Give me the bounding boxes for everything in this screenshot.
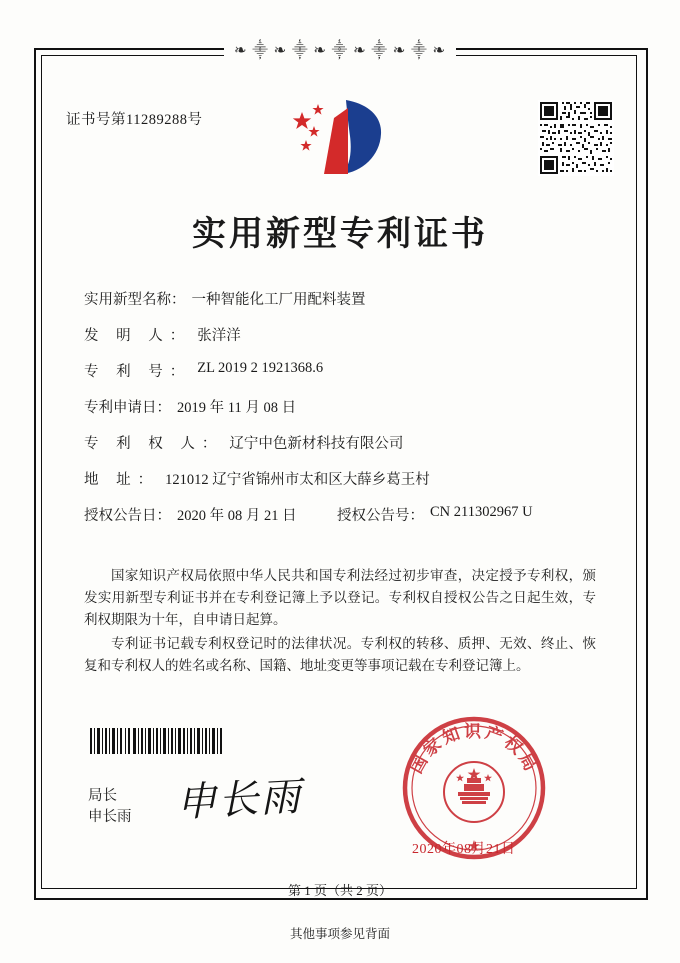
- cnipa-logo: [288, 96, 392, 182]
- field-value-address: 121012 辽宁省锦州市太和区大薛乡葛王村: [165, 472, 430, 488]
- field-row-address: [84, 468, 604, 504]
- legal-paragraph-2: 专利证书记载专利权登记时的法律状况。专利权的转移、质押、无效、终止、恢复和专利权人的姓名或名称、国籍、地址变更等事项记载在专利登记簿上。: [84, 636, 596, 673]
- svg-text:国家知识产权局: 国家知识产权局: [406, 722, 542, 778]
- certificate-number: 证书号第11289288号: [66, 112, 203, 128]
- field-label-patent-number: 专 利 号：: [84, 364, 192, 380]
- seal-date: 2020年08月21日: [412, 842, 516, 857]
- legal-paragraph-1: 国家知识产权局依照中华人民共和国专利法经过初步审查，决定授予专利权，颁发实用新型专利证书并在专利登记簿上予以登记。专利权自授权公告之日起生效，专利权期限为十年，自申请日起算。: [84, 568, 596, 627]
- legal-body-text: [84, 565, 596, 679]
- field-value-application-date: 2019 年 11 月 08 日: [177, 400, 297, 416]
- field-value-patentee: 辽宁中色新材科技有限公司: [229, 436, 404, 452]
- field-label-name: 实用新型名称：: [84, 292, 186, 308]
- field-row-inventor: [84, 324, 604, 360]
- field-label-grant-number: 授权公告号：: [337, 508, 424, 524]
- field-value-name: 一种智能化工厂用配料装置: [191, 292, 366, 308]
- director-name-label: 申长雨: [88, 809, 132, 825]
- field-label-grant-date: 授权公告日：: [84, 508, 171, 524]
- patent-fields: [84, 288, 604, 540]
- field-value-inventor: 张洋洋: [197, 328, 241, 344]
- footnote: 其他事项参见背面: [289, 927, 390, 941]
- field-row-patent-number: [84, 360, 604, 396]
- field-value-patent-number: ZL 2019 2 1921368.6: [197, 360, 324, 376]
- field-row-name: [84, 288, 604, 324]
- page-number: 第 1 页（共 2 页）: [287, 883, 392, 898]
- handwritten-signature: 申长雨: [175, 773, 304, 827]
- field-value-grant-date: 2020 年 08 月 21 日: [177, 508, 297, 524]
- page-title: 实用新型专利证书: [192, 214, 488, 254]
- qr-code: [538, 100, 614, 176]
- field-label-application-date: 专利申请日：: [84, 400, 171, 416]
- signature-block: [88, 786, 132, 828]
- field-label-patentee: 专 利 权 人：: [84, 436, 224, 452]
- top-ornament: ❧ ⸎ ❧ ⸎ ❧ ⸎ ❧ ⸎ ❧ ⸎ ❧: [224, 38, 456, 64]
- field-label-inventor: 发 明 人：: [84, 328, 192, 344]
- field-row-grant-announcement: [84, 504, 604, 540]
- barcode: [88, 728, 224, 754]
- field-row-application-date: [84, 396, 604, 432]
- grant-number-group: [337, 504, 533, 525]
- field-label-address: 地 址：: [84, 472, 160, 488]
- director-title-label: 局长: [88, 788, 117, 804]
- field-value-grant-number: CN 211302967 U: [430, 504, 533, 520]
- field-row-patentee: [84, 432, 604, 468]
